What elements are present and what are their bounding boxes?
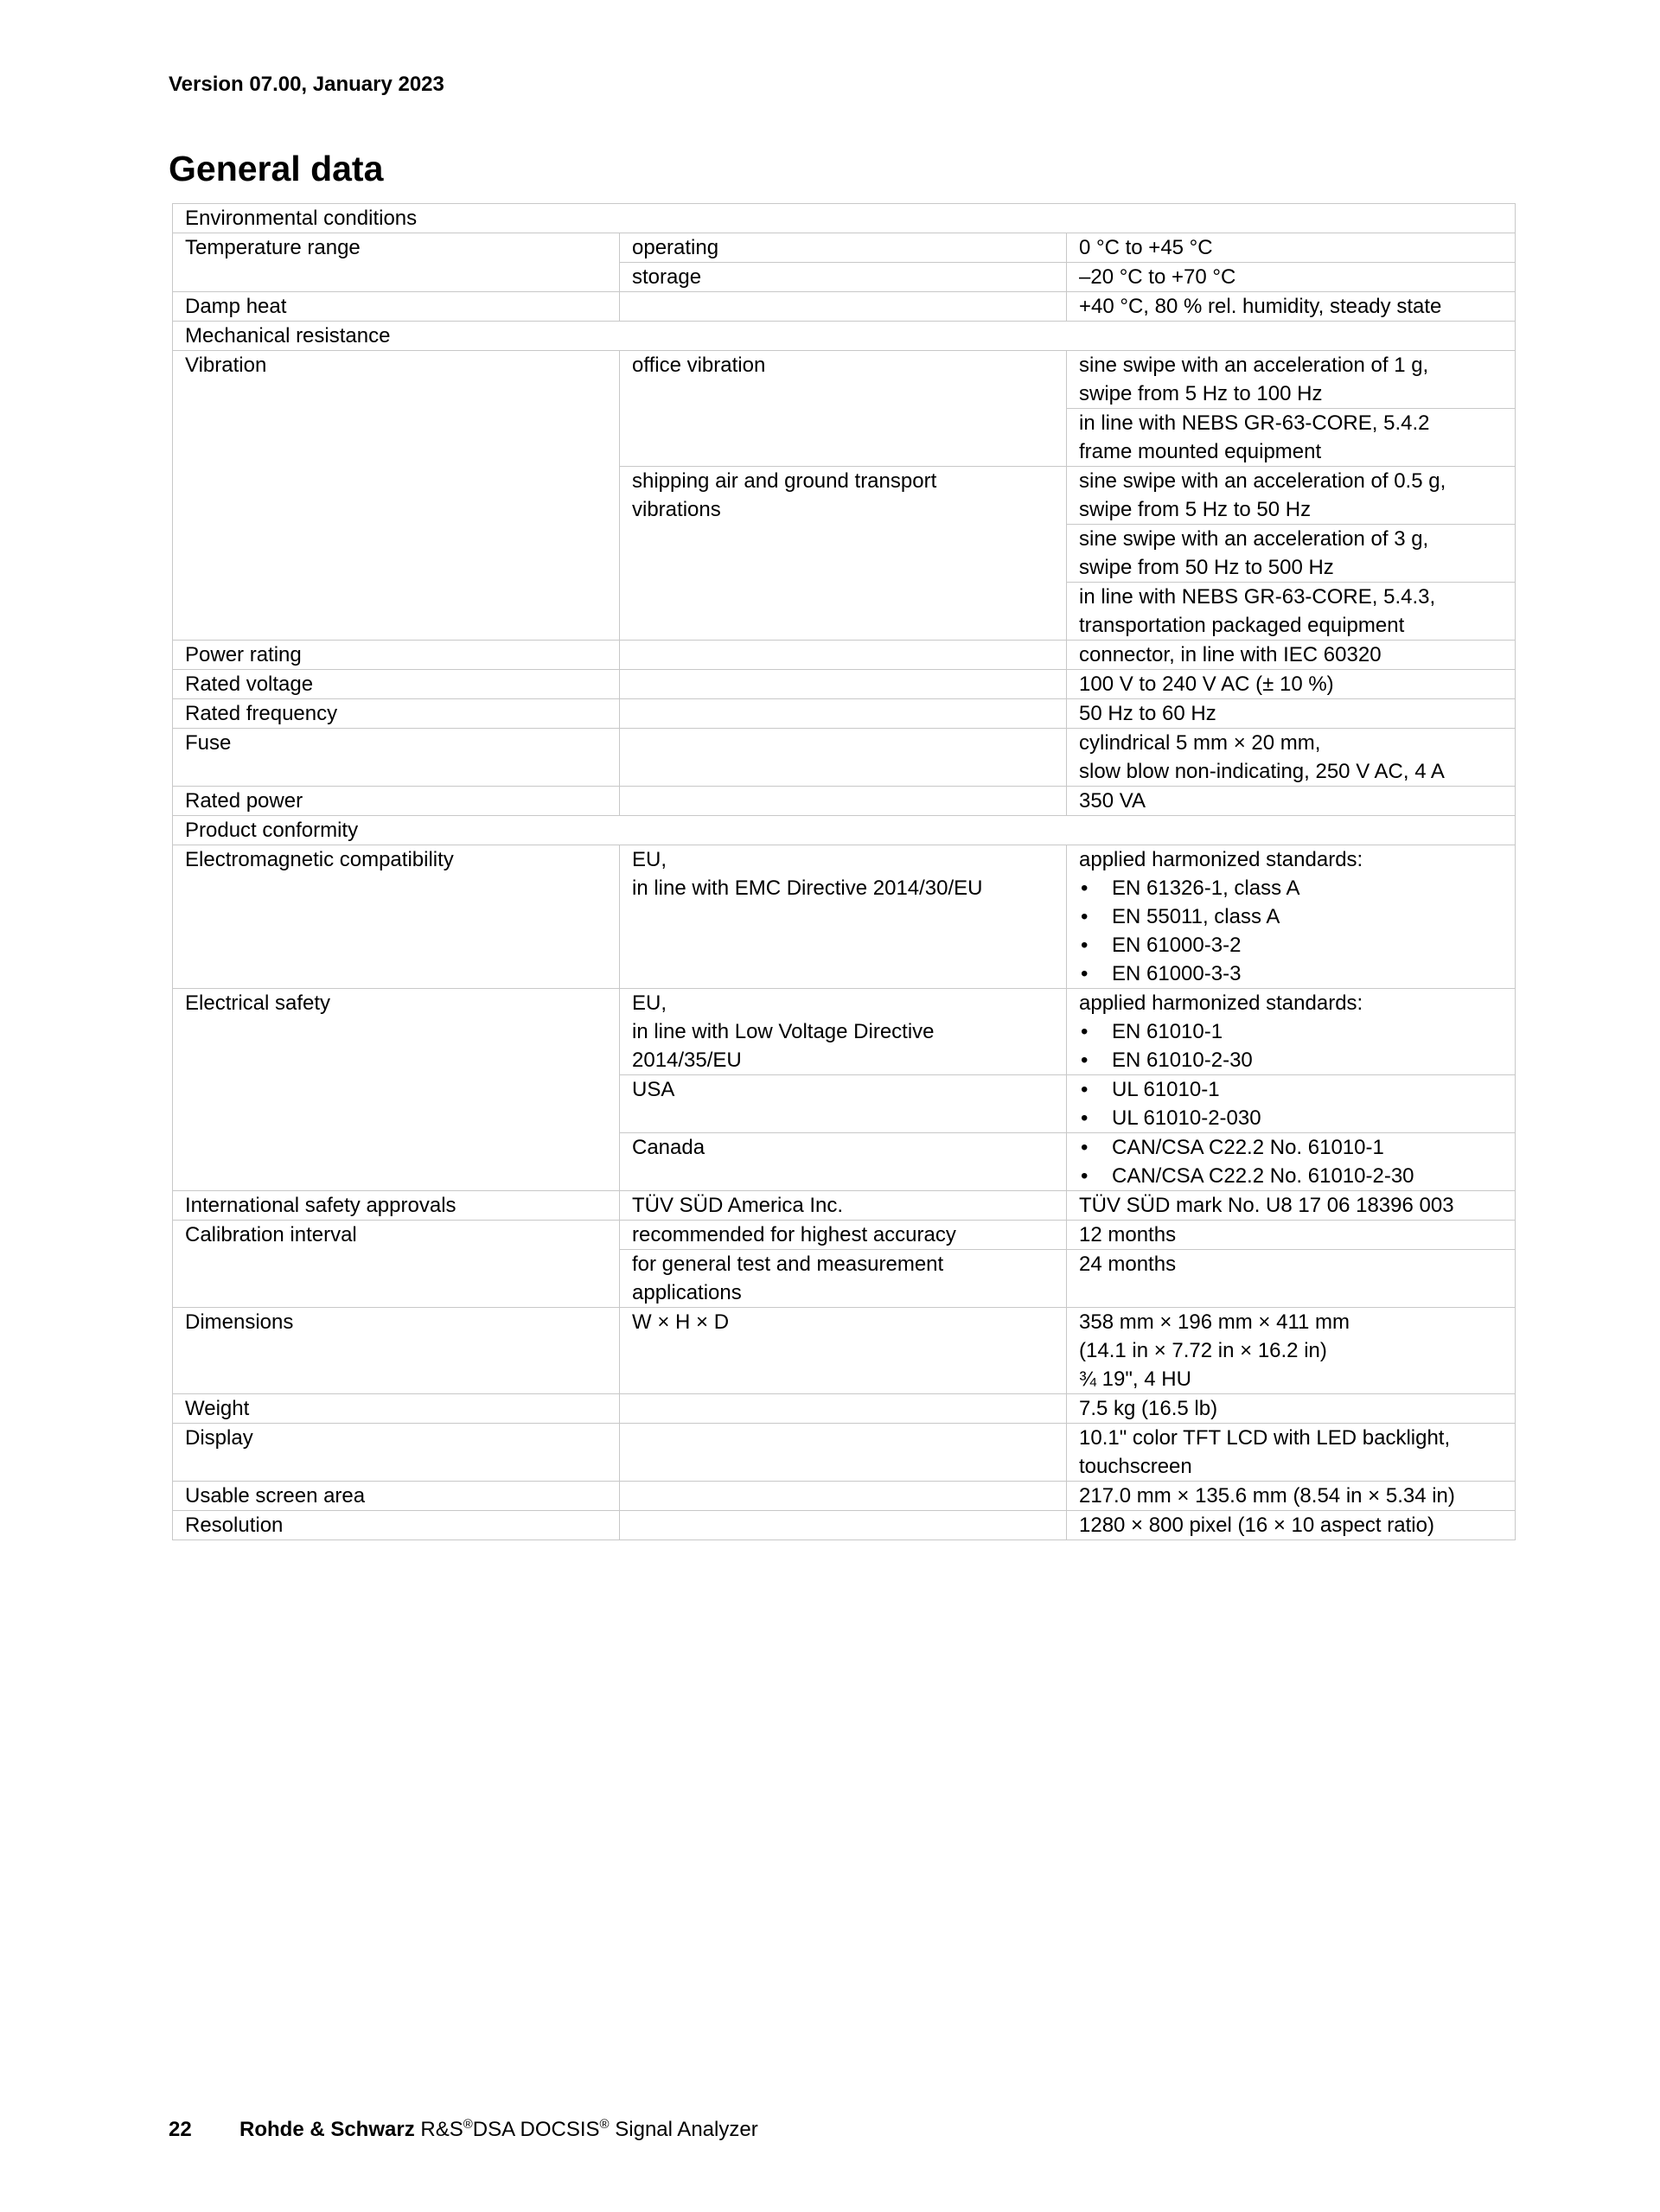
value-cell: sine swipe with an acceleration of 3 g, swipe from 50 Hz to 500 Hz bbox=[1067, 525, 1516, 583]
value-cell: cylindrical 5 mm × 20 mm, slow blow non-indicating, 250 V AC, 4 A bbox=[1067, 729, 1516, 787]
condition-cell bbox=[620, 292, 1067, 322]
table-row bbox=[173, 1394, 1516, 1424]
param-label: Fuse bbox=[173, 729, 620, 787]
value-cell: in line with NEBS GR-63-CORE, 5.4.3, transportation packaged equipment bbox=[1067, 583, 1516, 641]
list-item: • CAN/CSA C22.2 No. 61010-1 bbox=[1079, 1133, 1503, 1162]
condition-cell bbox=[620, 1482, 1067, 1511]
table-row bbox=[173, 1191, 1516, 1221]
param-label: Power rating bbox=[173, 641, 620, 670]
list-item: • UL 61010-2-030 bbox=[1079, 1104, 1503, 1132]
table-row bbox=[173, 787, 1516, 816]
param-label: International safety approvals bbox=[173, 1191, 620, 1221]
table-row bbox=[173, 1482, 1516, 1511]
value-cell: 12 months bbox=[1067, 1221, 1516, 1250]
condition-cell bbox=[620, 729, 1067, 787]
condition-cell bbox=[620, 670, 1067, 699]
footer-brand: Rohde & Schwarz bbox=[239, 2118, 415, 2141]
value-cell: applied harmonized standards: • EN 61326-1, class A • EN 55011, class A • EN 61000-3-2 • EN 61000-3-3 bbox=[1067, 845, 1516, 989]
page-footer bbox=[169, 2118, 758, 2142]
condition-cell: shipping air and ground transport vibrations bbox=[620, 467, 1067, 641]
value-cell: sine swipe with an acceleration of 1 g, swipe from 5 Hz to 100 Hz bbox=[1067, 351, 1516, 409]
table-row bbox=[173, 670, 1516, 699]
value-cell: –20 °C to +70 °C bbox=[1067, 263, 1516, 292]
table-row bbox=[173, 845, 1516, 989]
value-cell bbox=[1067, 1075, 1516, 1133]
table-row bbox=[173, 322, 1516, 351]
section-label: Environmental conditions bbox=[173, 204, 1516, 233]
general-data-table bbox=[172, 203, 1516, 1540]
value-cell: sine swipe with an acceleration of 0.5 g, swipe from 5 Hz to 50 Hz bbox=[1067, 467, 1516, 525]
param-label: Damp heat bbox=[173, 292, 620, 322]
param-label: Temperature range bbox=[173, 233, 620, 292]
value-cell: applied harmonized standards: • EN 61010-1 • EN 61010-2-30 bbox=[1067, 989, 1516, 1075]
table-row bbox=[173, 1221, 1516, 1250]
value-cell: 1280 × 800 pixel (16 × 10 aspect ratio) bbox=[1067, 1511, 1516, 1540]
param-label: Dimensions bbox=[173, 1308, 620, 1394]
param-label: Electromagnetic compatibility bbox=[173, 845, 620, 989]
param-label: Rated power bbox=[173, 787, 620, 816]
value-cell: 7.5 kg (16.5 lb) bbox=[1067, 1394, 1516, 1424]
condition-cell: storage bbox=[620, 263, 1067, 292]
page-number: 22 bbox=[169, 2118, 192, 2141]
condition-cell: EU, in line with EMC Directive 2014/30/EU bbox=[620, 845, 1067, 989]
condition-cell: USA bbox=[620, 1075, 1067, 1133]
list-item: • EN 55011, class A bbox=[1079, 902, 1503, 931]
table-row bbox=[173, 729, 1516, 787]
list-item: • EN 61000-3-3 bbox=[1079, 959, 1503, 988]
condition-cell bbox=[620, 787, 1067, 816]
condition-cell bbox=[620, 1394, 1067, 1424]
param-label: Calibration interval bbox=[173, 1221, 620, 1308]
value-cell: 24 months bbox=[1067, 1250, 1516, 1308]
value-cell: 0 °C to +45 °C bbox=[1067, 233, 1516, 263]
table-row bbox=[173, 641, 1516, 670]
condition-cell bbox=[620, 641, 1067, 670]
table-row bbox=[173, 233, 1516, 263]
table-row bbox=[173, 351, 1516, 409]
section-label: Product conformity bbox=[173, 816, 1516, 845]
footer-product: R&S®DSA DOCSIS® Signal Analyzer bbox=[420, 2117, 758, 2141]
value-cell bbox=[1067, 1133, 1516, 1191]
table-row bbox=[173, 1424, 1516, 1482]
table-row bbox=[173, 816, 1516, 845]
param-label: Rated frequency bbox=[173, 699, 620, 729]
list-item: • EN 61000-3-2 bbox=[1079, 931, 1503, 959]
table-row bbox=[173, 1308, 1516, 1394]
param-label: Usable screen area bbox=[173, 1482, 620, 1511]
param-label: Vibration bbox=[173, 351, 620, 641]
condition-cell: for general test and measurement applications bbox=[620, 1250, 1067, 1308]
condition-cell: recommended for highest accuracy bbox=[620, 1221, 1067, 1250]
version-header: Version 07.00, January 2023 bbox=[169, 73, 444, 96]
param-label: Electrical safety bbox=[173, 989, 620, 1191]
value-cell: 350 VA bbox=[1067, 787, 1516, 816]
list-item: • UL 61010-1 bbox=[1079, 1075, 1503, 1104]
condition-cell bbox=[620, 1511, 1067, 1540]
table-row bbox=[173, 204, 1516, 233]
page-title: General data bbox=[169, 149, 384, 188]
condition-cell: EU, in line with Low Voltage Directive 2014/35/EU bbox=[620, 989, 1067, 1075]
value-cell: TÜV SÜD mark No. U8 17 06 18396 003 bbox=[1067, 1191, 1516, 1221]
condition-cell bbox=[620, 699, 1067, 729]
condition-cell: operating bbox=[620, 233, 1067, 263]
param-label: Rated voltage bbox=[173, 670, 620, 699]
condition-cell: TÜV SÜD America Inc. bbox=[620, 1191, 1067, 1221]
condition-cell: W × H × D bbox=[620, 1308, 1067, 1394]
table-row bbox=[173, 292, 1516, 322]
value-cell: 217.0 mm × 135.6 mm (8.54 in × 5.34 in) bbox=[1067, 1482, 1516, 1511]
param-label: Weight bbox=[173, 1394, 620, 1424]
table-row bbox=[173, 1511, 1516, 1540]
list-item: • EN 61326-1, class A bbox=[1079, 874, 1503, 902]
condition-cell: Canada bbox=[620, 1133, 1067, 1191]
param-label: Resolution bbox=[173, 1511, 620, 1540]
section-label: Mechanical resistance bbox=[173, 322, 1516, 351]
condition-cell bbox=[620, 1424, 1067, 1482]
value-cell: 10.1" color TFT LCD with LED backlight, touchscreen bbox=[1067, 1424, 1516, 1482]
value-cell: in line with NEBS GR-63-CORE, 5.4.2 frame mounted equipment bbox=[1067, 409, 1516, 467]
param-label: Display bbox=[173, 1424, 620, 1482]
condition-cell: office vibration bbox=[620, 351, 1067, 467]
value-cell: 100 V to 240 V AC (± 10 %) bbox=[1067, 670, 1516, 699]
value-cell: +40 °C, 80 % rel. humidity, steady state bbox=[1067, 292, 1516, 322]
value-cell: 358 mm × 196 mm × 411 mm (14.1 in × 7.72 in × 16.2 in) ¾ 19", 4 HU bbox=[1067, 1308, 1516, 1394]
list-item: • EN 61010-1 bbox=[1079, 1017, 1503, 1046]
value-cell: connector, in line with IEC 60320 bbox=[1067, 641, 1516, 670]
value-cell: 50 Hz to 60 Hz bbox=[1067, 699, 1516, 729]
list-item: • CAN/CSA C22.2 No. 61010-2-30 bbox=[1079, 1162, 1503, 1190]
table-row bbox=[173, 699, 1516, 729]
table-row bbox=[173, 989, 1516, 1075]
list-item: • EN 61010-2-30 bbox=[1079, 1046, 1503, 1074]
